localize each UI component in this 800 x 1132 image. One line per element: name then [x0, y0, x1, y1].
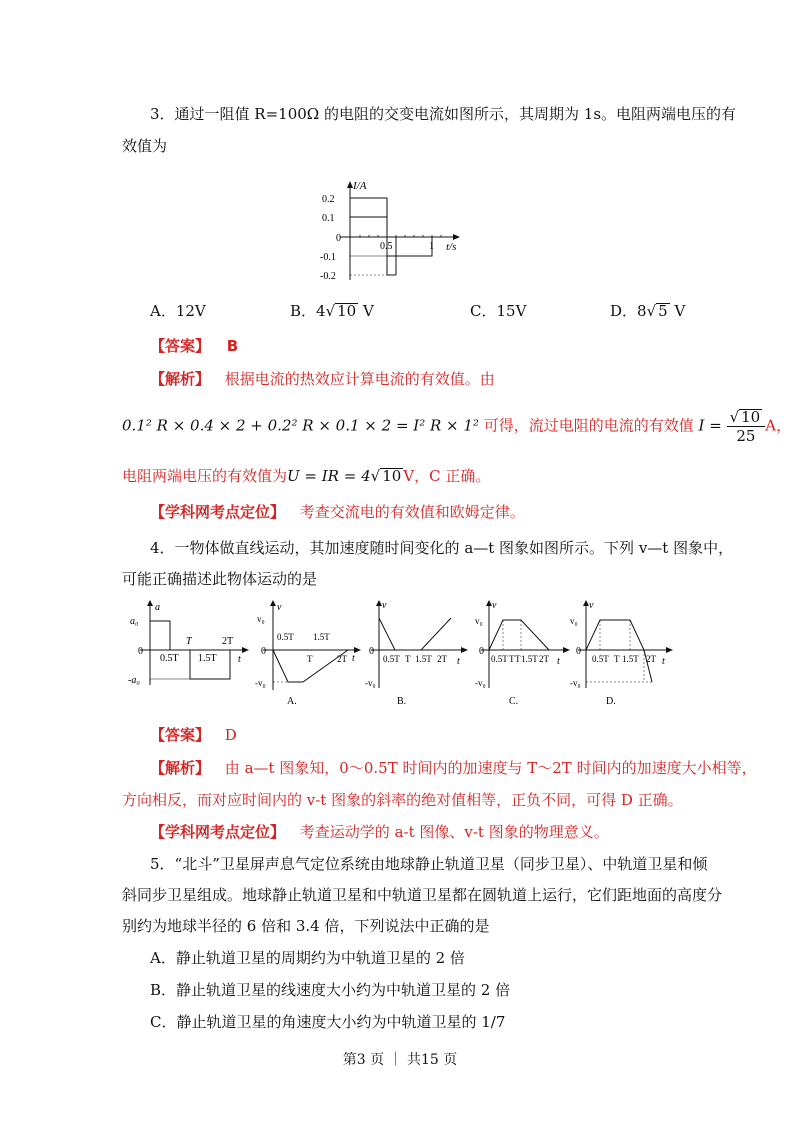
q3-stem-line1: 3．通过一阻值 R=100Ω 的电阻的交变电流如图所示，其周期为 1s。电阻两端电压的有 [150, 105, 737, 123]
q3-ytick-0: 0.2 [322, 194, 335, 205]
q4-graph-d [570, 600, 680, 710]
q5-option-a[interactable]: A．静止轨道卫星的周期约为中轨道卫星的 2 倍 [150, 949, 465, 967]
svg-text:1.5T: 1.5T [521, 654, 538, 664]
q3-answer-row [150, 335, 238, 356]
q5-option-b[interactable]: B．静止轨道卫星的线速度大小约为中轨道卫星的 2 倍 [150, 981, 511, 999]
svg-text:0: 0 [261, 646, 266, 657]
q3-option-b[interactable]: B．4√ 10 V [290, 302, 374, 320]
q5-stem-line2: 斜同步卫星组成。地球静止轨道卫星和中轨道卫星都在圆轨道上运行，它们距地面的高度分 [122, 886, 723, 904]
q4-caption-a: A. [287, 696, 297, 707]
q4-caption-b: B. [397, 696, 407, 707]
svg-text:a: a [155, 602, 160, 613]
q3-analysis-row [150, 368, 495, 389]
svg-text:a₀: a₀ [130, 616, 139, 627]
svg-text:1.5T: 1.5T [313, 632, 330, 642]
svg-text:2T: 2T [437, 654, 447, 664]
svg-text:T: T [186, 636, 192, 647]
q3-xlabel: t/s [446, 241, 457, 253]
q3-option-c[interactable]: C．15V [470, 302, 527, 320]
q3-locate-tag: 【学科网考点定位】 [150, 503, 286, 521]
svg-text:t: t [457, 656, 460, 667]
q3-locate-text: 考查交流电的有效值和欧姆定律。 [299, 503, 525, 521]
svg-text:1.5T: 1.5T [198, 653, 217, 664]
q4-stem-line1: 4．一物体做直线运动，其加速度随时间变化的 a—t 图象如图所示。下列 v—t 图象中， [150, 539, 734, 557]
q3-pulse-neg0.1 [396, 237, 432, 256]
q3-ytick-1: 0.1 [322, 213, 335, 224]
svg-text:0: 0 [369, 646, 374, 657]
svg-text:T: T [515, 654, 521, 664]
q4-stem-line2: 可能正确描述此物体运动的是 [122, 570, 318, 588]
svg-text:t: t [352, 653, 355, 664]
q4-graph-a [255, 600, 363, 710]
q4-analysis-line1: 由 a—t 图象知，0～0.5T 时间内的加速度与 T～2T 时间内的加速度大小相等， [224, 759, 757, 777]
q3-ytick-3: -0.1 [320, 252, 336, 263]
svg-text:t: t [557, 656, 560, 667]
q4-analysis-row [150, 757, 757, 778]
q4-locate-text: 考查运动学的 a-t 图像、v-t 图象的物理意义。 [299, 823, 609, 841]
svg-text:-v₀: -v₀ [475, 678, 486, 688]
q3-formula-row: 0.1² R × 0.4 × 2 + 0.2² R × 0.1 × 2 = I² R × 1² 可得，流过电阻的电流的有效值 I = $\frac{√ 10}{25}$ A， [122, 408, 792, 445]
page-footer: 第3 页 ｜ 共15 页 [342, 1052, 458, 1068]
svg-text:T: T [509, 654, 515, 664]
svg-text:0.5T: 0.5T [277, 632, 294, 642]
q5-option-c[interactable]: C．静止轨道卫星的角速度大小约为中轨道卫星的 1/7 [150, 1013, 506, 1031]
q4-caption-c: C. [509, 696, 519, 707]
svg-text:T: T [307, 654, 313, 664]
svg-text:0.5T: 0.5T [160, 653, 179, 664]
q3-voltage-row: 电阻两端电压的有效值为U = IR = 4√ 10 V，C 正确。 [122, 467, 491, 485]
q4-analysis-line2: 方向相反，而对应时间内的 v-t 图象的斜率的绝对值相等，正负不同，可得 D 正确。 [122, 791, 683, 809]
svg-text:0: 0 [138, 646, 143, 657]
svg-text:v₀: v₀ [475, 616, 483, 626]
svg-text:v: v [382, 600, 387, 611]
svg-text:v: v [589, 600, 594, 611]
svg-text:1.5T: 1.5T [622, 654, 639, 664]
svg-text:0.5T: 0.5T [383, 654, 400, 664]
svg-text:0: 0 [479, 646, 484, 657]
q3-fraction: $\frac{√ 10}{25}$ [727, 408, 766, 445]
q3-xtick-0: 0.5 [380, 241, 393, 252]
svg-text:0.5T: 0.5T [491, 654, 508, 664]
q3-option-d[interactable]: D．8√ 5 V [610, 302, 686, 320]
svg-text:v: v [492, 600, 497, 611]
q5-stem-line1: 5．“北斗”卫星屏声息气定位系统由地球静止轨道卫星（同步卫星）、中轨道卫星和倾 [150, 855, 708, 873]
q3-answer-tag: 【答案】 [150, 337, 211, 355]
svg-text:2T: 2T [646, 654, 656, 664]
svg-text:v₀: v₀ [570, 616, 578, 626]
svg-text:2T: 2T [337, 654, 347, 664]
svg-text:-a₀: -a₀ [128, 675, 140, 686]
q3-locate-row [150, 501, 525, 522]
q3-ytick-4: -0.2 [320, 271, 336, 282]
q3-analysis-tag: 【解析】 [150, 370, 211, 388]
q3-ytick-2: 0 [336, 233, 341, 244]
svg-text:1.5T: 1.5T [415, 654, 432, 664]
svg-text:-v₀: -v₀ [255, 678, 266, 688]
q4-at-graph [128, 600, 253, 690]
q3-formula: 0.1² R × 0.4 × 2 + 0.2² R × 0.1 × 2 = I² R × 1² [122, 416, 479, 435]
q3-current-chart [318, 180, 468, 285]
q4-answer-tag: 【答案】 [150, 726, 211, 744]
q3-answer-value: B [226, 337, 239, 355]
q5-stem-line3: 别约为地球半径的 6 倍和 3.4 倍，下列说法中正确的是 [122, 917, 490, 935]
svg-text:-v₀: -v₀ [570, 678, 581, 688]
svg-text:2T: 2T [222, 636, 234, 647]
q3-stem-line2: 效值为 [122, 137, 168, 155]
svg-text:v₀: v₀ [257, 614, 265, 624]
q3-ylabel: I/A [353, 180, 367, 192]
q3-xtick-1: 1 [429, 241, 434, 252]
q4-caption-d: D. [606, 696, 616, 707]
q3-formula-tail: 可得，流过电阻的电流的有效值 [483, 416, 694, 435]
q4-analysis-tag: 【解析】 [150, 759, 211, 777]
svg-text:T: T [614, 654, 620, 664]
q4-answer-value: D [224, 726, 237, 744]
svg-text:-v₀: -v₀ [365, 678, 376, 688]
q4-graph-c [475, 600, 575, 710]
q3-analysis-line1: 根据电流的热效应计算电流的有效值。由 [224, 370, 495, 388]
svg-text:0: 0 [576, 646, 581, 657]
q3-option-a[interactable]: A．12V [150, 302, 206, 320]
svg-text:t: t [238, 654, 241, 665]
q4-graph-b [365, 600, 473, 710]
q4-answer-row [150, 724, 237, 745]
q4-locate-row [150, 821, 609, 842]
svg-text:t: t [662, 656, 665, 667]
svg-text:v: v [277, 602, 282, 613]
q4-locate-tag: 【学科网考点定位】 [150, 823, 286, 841]
svg-text:T: T [405, 654, 411, 664]
svg-text:2T: 2T [539, 654, 549, 664]
svg-text:0.5T: 0.5T [592, 654, 609, 664]
